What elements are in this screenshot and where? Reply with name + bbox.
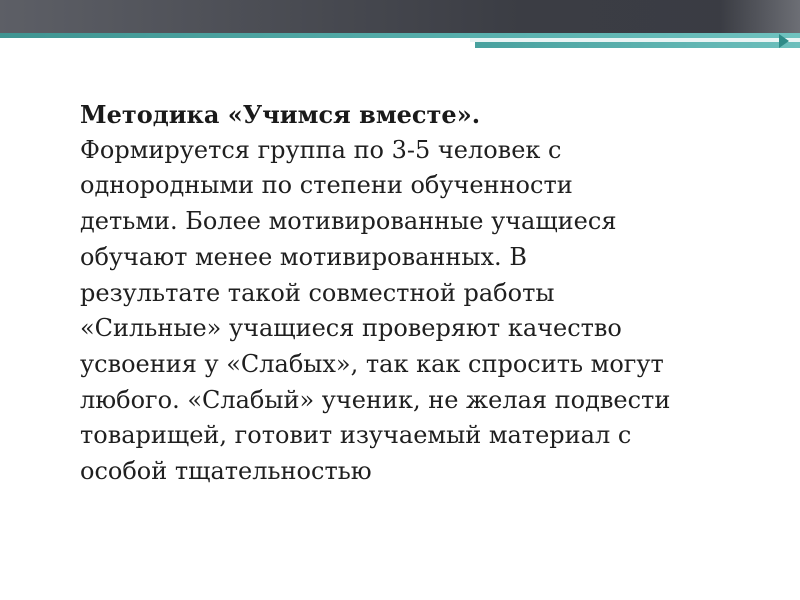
body-line: товарищей, готовит изучаемый материал с: [80, 421, 632, 450]
body-line: любого. «Слабый» ученик, не желая подвести: [80, 385, 671, 414]
triangle-marker-icon: [779, 34, 789, 48]
header-bar-highlight: [720, 0, 800, 33]
body-line: результате такой совместной работы: [80, 278, 555, 307]
accent-stripe-lower: [475, 42, 800, 48]
body-line: особой тщательностью: [80, 457, 372, 486]
body-line: усвоения у «Слабых», так как спросить могут: [80, 349, 664, 378]
header-bar: [0, 0, 800, 33]
body-line: «Сильные» учащиеся проверяют качество: [80, 314, 622, 343]
body-line: обучают менее мотивированных. В: [80, 242, 527, 271]
body-line: однородными по степени обученности: [80, 171, 573, 200]
slide-title: Методика «Учимся вместе».: [80, 100, 481, 129]
body-line: детьми. Более мотивированные учащиеся: [80, 207, 617, 236]
body-line: Формируется группа по 3-5 человек с: [80, 135, 562, 164]
slide-content: [80, 97, 760, 490]
